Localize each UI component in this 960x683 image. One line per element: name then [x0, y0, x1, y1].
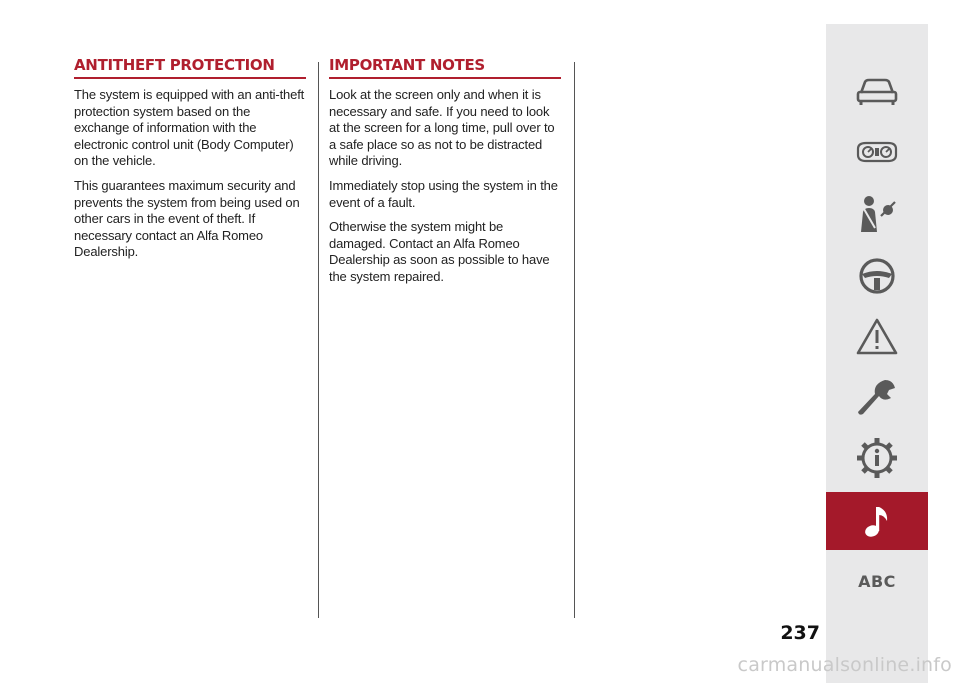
sidebar-item-technical-data[interactable]: [826, 432, 928, 484]
car-icon: [853, 72, 901, 108]
important-notes-paragraph-3: Otherwise the system might be damaged. Contact an Alfa Romeo Dealership as soon as possible to have the system repaired.: [329, 219, 550, 284]
wrench-icon: [855, 376, 899, 420]
seatbelt-airbag-icon: [855, 194, 899, 234]
important-notes-paragraph-2: Immediately stop using the system in the event of a fault.: [329, 177, 558, 210]
warning-triangle-icon: [855, 317, 899, 357]
sidebar-item-warnings[interactable]: [826, 311, 928, 363]
music-note-icon: [862, 503, 892, 539]
column-divider-2: [574, 62, 575, 618]
important-notes-paragraph-1: Look at the screen only and when it is necessary and safe. If you need to look at the screen for a long time, pull over to a safe place so as not to be distracted while driving.: [329, 87, 555, 169]
antitheft-heading: ANTITHEFT PROTECTION: [74, 56, 306, 79]
antitheft-paragraph-1: The system is equipped with an anti-theft protection system based on the exchange of information with the electronic control unit (Body Computer) on the vehicle.: [74, 87, 305, 169]
sidebar-item-steering[interactable]: [826, 250, 928, 302]
sidebar-item-safety[interactable]: [826, 188, 928, 240]
antitheft-paragraph-2: This guarantees maximum security and prevents the system from being used on other cars in the event of theft. If necessary contact an Alfa Romeo Dealership.: [74, 177, 300, 260]
dashboard-gauges-icon: [854, 137, 900, 167]
sidebar-item-dashboard[interactable]: [826, 126, 928, 178]
sidebar-item-index-abc[interactable]: ABC: [858, 572, 896, 591]
steering-wheel-icon: [857, 256, 897, 296]
watermark: carmanualsonline.info: [737, 654, 952, 676]
page-number: 237: [780, 622, 820, 644]
column-divider-1: [318, 62, 319, 618]
gear-info-icon: [855, 436, 899, 480]
important-notes-section: [329, 56, 561, 286]
antitheft-section: [74, 56, 306, 261]
chapter-sidebar: [826, 24, 928, 683]
important-notes-heading: IMPORTANT NOTES: [329, 56, 561, 79]
sidebar-item-maintenance[interactable]: [826, 372, 928, 424]
sidebar-item-multimedia[interactable]: [826, 492, 928, 550]
sidebar-item-car[interactable]: [826, 64, 928, 116]
